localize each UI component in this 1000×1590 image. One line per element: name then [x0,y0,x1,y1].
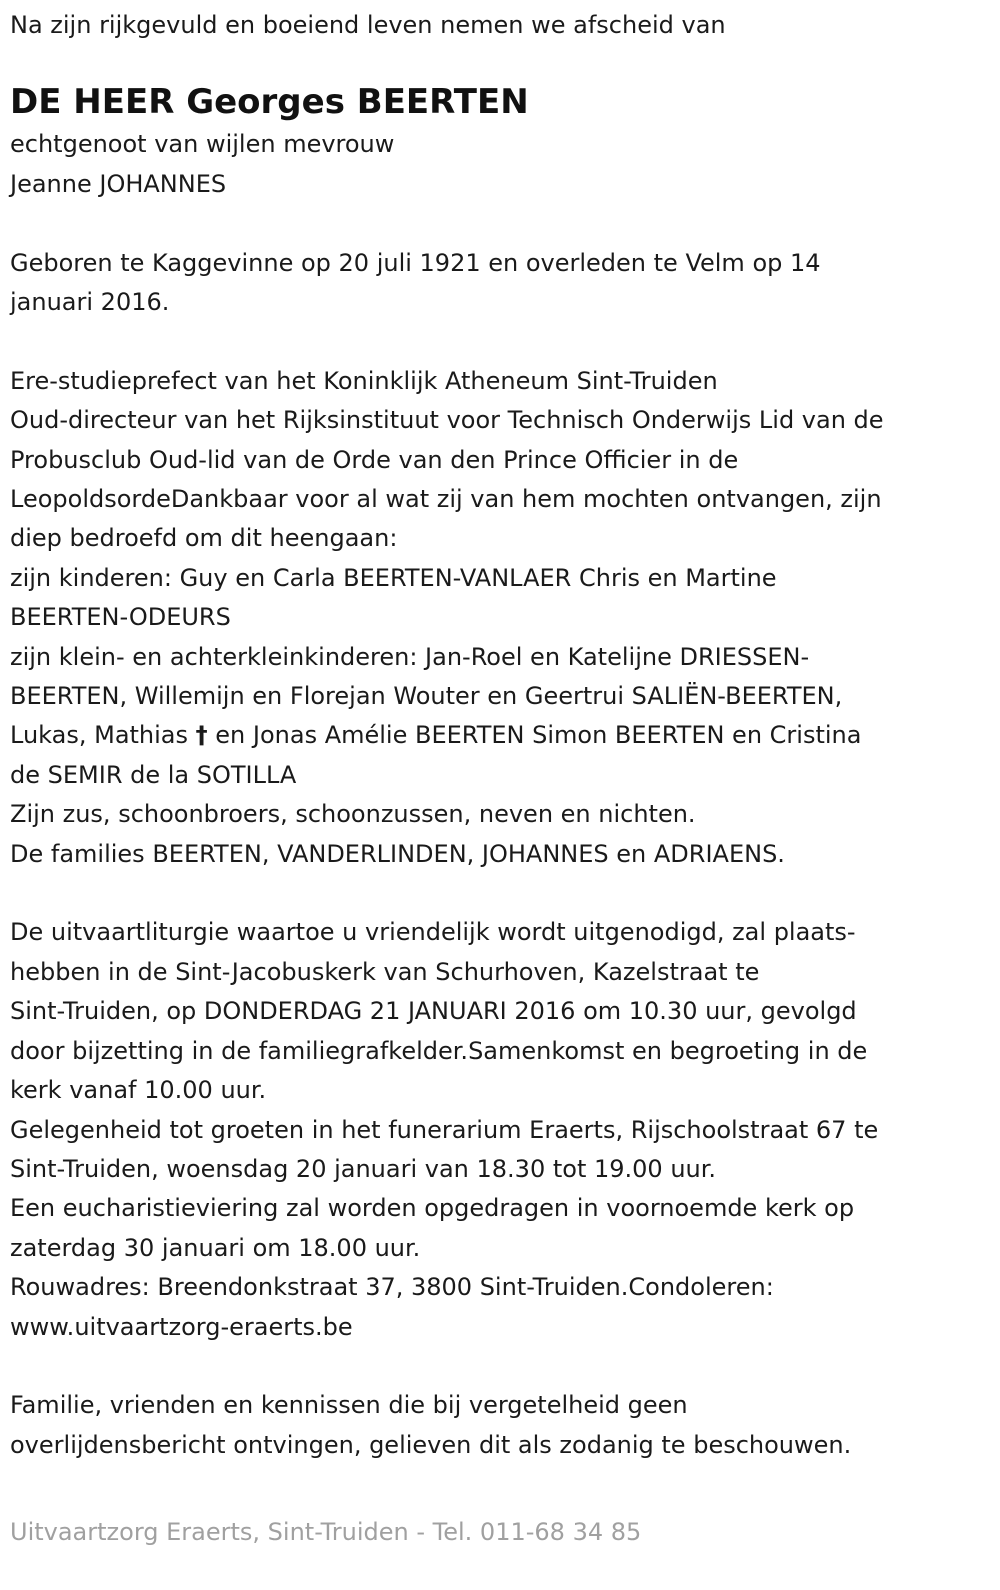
spacer [10,874,976,913]
biography-line: zijn klein- en achterkleinkinderen: Jan-Roel en Katelijne DRIESSEN- [10,642,810,671]
biography-line: BEERTEN, Willemijn en Florejan Wouter en Geertrui SALIËN-BEERTEN, [10,682,843,711]
birth-death-section [10,244,976,323]
biography-line: BEERTEN-ODEURS [10,603,231,632]
spacer [10,322,976,361]
spacer [10,1347,976,1386]
funeral-website: www.uitvaartzorg-eraerts.be [10,1312,353,1341]
biography-line: De families BEERTEN, VANDERLINDEN, JOHANNES en ADRIAENS. [10,839,785,868]
biography-line: Zijn zus, schoonbroers, schoonzussen, neven en nichten. [10,800,696,829]
birth-death-line: Geboren te Kaggevinne op 20 juli 1921 en overleden te Velm op 14 [10,248,821,277]
closing-line: overlijdensbericht ontvingen, gelieven dit als zodanig te beschouwen. [10,1430,852,1459]
closing-line: Familie, vrienden en kennissen die bij vergetelheid geen [10,1391,688,1420]
funeral-line: kerk vanaf 10.00 uur. [10,1076,267,1105]
spouse-line: Jeanne JOHANNES [10,169,227,198]
biography-line: de SEMIR de la SOTILLA [10,760,297,789]
biography-line: zijn kinderen: Guy en Carla BEERTEN-VANLAER Chris en Martine [10,563,777,592]
spouse-line: echtgenoot van wijlen mevrouw [10,130,395,159]
funeral-line: Sint-Truiden, woensdag 20 januari van 18.30 tot 19.00 uur. [10,1154,717,1183]
spacer [10,204,976,243]
funeral-line: Rouwadres: Breendonkstraat 37, 3800 Sint-Truiden.Condoleren: [10,1273,774,1302]
biography-line-with-cross [10,716,976,755]
funeral-home-footer: Uitvaartzorg Eraerts, Sint-Truiden - Tel. 011-68 34 85 [10,1518,642,1546]
biography-section [10,362,976,874]
funeral-section [10,913,976,1346]
funeral-line: hebben in de Sint-Jacobuskerk van Schurhoven, Kazelstraat te [10,957,760,986]
deceased-name: DE HEER Georges BEERTEN [10,82,529,123]
birth-death-line: januari 2016. [10,288,170,317]
funeral-line: door bijzetting in de familiegrafkelder.Samenkomst en begroeting in de [10,1036,868,1065]
biography-line: Ere-studieprefect van het Koninklijk Atheneum Sint-Truiden [10,366,718,395]
biography-line: LeopoldsordeDankbaar voor al wat zij van hem mochten ontvangen, zijn [10,485,882,514]
cross-line-after: en Jonas Amélie BEERTEN Simon BEERTEN en Cristina [207,721,862,750]
closing-section [10,1386,976,1465]
funeral-line: De uitvaartliturgie waartoe u vriendelijk wordt uitgenodigd, zal plaats- [10,918,856,947]
biography-line: Probusclub Oud-lid van de Orde van den Prince Officier in de [10,445,739,474]
biography-line: diep bedroefd om dit heengaan: [10,524,398,553]
cross-line-before: Lukas, Mathias [10,721,196,750]
funeral-line: Sint-Truiden, op DONDERDAG 21 JANUARI 2016 om 10.30 uur, gevolgd [10,997,857,1026]
funeral-line: Gelegenheid tot groeten in het funerarium Eraerts, Rijschoolstraat 67 te [10,1115,879,1144]
intro-text: Na zijn rijkgevuld en boeiend leven nemen we afscheid van [10,11,726,39]
funeral-line: zaterdag 30 januari om 18.00 uur. [10,1233,421,1262]
funeral-line: Een eucharistieviering zal worden opgedragen in voornoemde kerk op [10,1194,855,1223]
cross-icon: † [195,721,208,750]
spouse-section [10,125,976,204]
biography-line: Oud-directeur van het Rijksinstituut voor Technisch Onderwijs Lid van de [10,406,884,435]
